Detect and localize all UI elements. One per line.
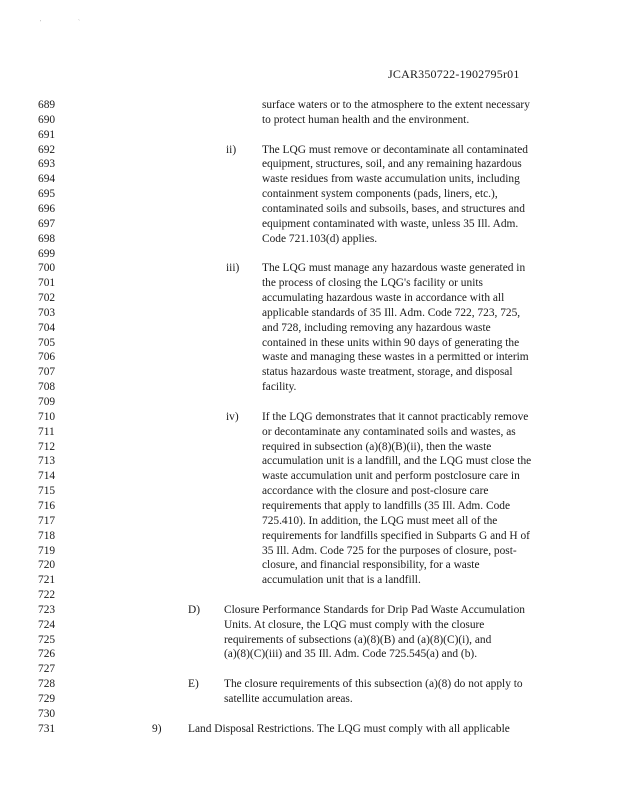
line-text: waste residues from waste accumulation units, including [262,173,520,186]
line-number: 696 [38,202,56,215]
document-line [0,261,618,275]
document-line [0,291,618,305]
document-line [0,217,618,231]
line-text: Units. At closure, the LQG must comply with the closure [224,618,485,631]
document-line [0,276,618,290]
document-line [0,128,618,142]
document-line [0,336,618,350]
document-line [0,365,618,379]
line-text: required in subsection (a)(8)(B)(ii), then the waste [262,440,492,453]
scan-speck: ` [78,20,80,26]
line-number: 699 [38,247,56,260]
line-text: requirements for landfills specified in Subparts G and H of [262,529,530,542]
line-text: requirements that apply to landfills (35 Ill. Adm. Code [262,499,511,512]
list-marker: E) [188,678,199,691]
document-line [0,529,618,543]
line-number: 694 [38,173,56,186]
document-line [0,202,618,216]
line-number: 712 [38,440,56,453]
document-line [0,113,618,127]
line-text: surface waters or to the atmosphere to the extent necessary [262,99,530,111]
line-text: contaminated soils and subsoils, bases, and structures and [262,202,525,215]
document-header-id: JCAR350722-1902795r01 [388,67,520,81]
line-number: 706 [38,351,56,364]
list-marker: 9) [152,722,162,735]
line-number: 731 [38,722,56,735]
line-text: and 728, including removing any hazardous waste [262,321,491,334]
line-number: 714 [38,470,56,483]
line-text: facility. [262,381,297,394]
document-line [0,588,618,602]
line-text: (a)(8)(C)(iii) and 35 Ill. Adm. Code 725.545(a) and (b). [224,648,478,661]
line-text: Code 721.103(d) applies. [262,232,378,245]
line-text: requirements of subsections (a)(8)(B) and (a)(8)(C)(i), and [224,633,492,646]
line-number: 716 [38,499,56,512]
document-line [0,707,618,721]
document-line [0,380,618,394]
document-line [0,618,618,632]
line-number: 720 [38,559,56,572]
document-line [0,306,618,320]
line-text: or decontaminate any contaminated soils and wastes, as [262,425,516,438]
document-line [0,157,618,171]
line-number: 689 [38,99,56,111]
document-line [0,647,618,661]
line-text: accumulating hazardous waste in accordance with all [262,292,505,305]
line-number: 701 [38,277,56,290]
line-number: 697 [38,217,56,230]
document-line [0,677,618,691]
line-number: 717 [38,514,56,527]
document-line [0,454,618,468]
list-marker: D) [188,603,201,616]
line-number: 726 [38,648,56,661]
document-line [0,573,618,587]
document-line [0,187,618,201]
line-number: 713 [38,455,56,468]
line-text: 725.410). In addition, the LQG must meet all of the [262,514,498,527]
line-text: satellite accumulation areas. [224,693,353,705]
line-text: the process of closing the LQG's facility or units [262,277,483,290]
line-number: 721 [38,574,56,587]
line-text: contained in these units within 90 days of generating the [262,336,520,349]
line-number: 730 [38,707,56,720]
document-line [0,143,618,157]
line-text: The LQG must manage any hazardous waste generated in [262,262,526,275]
line-text: closure, and financial responsibility, for a waste [262,559,480,572]
line-number: 715 [38,485,56,498]
line-number: 704 [38,321,56,334]
line-text: The closure requirements of this subsection (a)(8) do not apply to [224,678,523,691]
document-line [0,514,618,528]
line-number: 718 [38,529,56,542]
line-text: equipment, structures, soil, and any remaining hazardous [262,158,522,171]
document-line [0,410,618,424]
document-line [0,350,618,364]
line-number: 719 [38,544,56,557]
line-text: status hazardous waste treatment, storage, and disposal [262,366,513,379]
document-line [0,98,618,112]
document-line [0,247,618,261]
line-text: waste accumulation unit and perform postclosure care in [262,470,520,483]
document-line [0,544,618,558]
line-number: 727 [38,663,56,676]
document-line [0,499,618,513]
line-text: equipment contaminated with waste, unless 35 Ill. Adm. [262,217,519,230]
line-text: If the LQG demonstrates that it cannot practicably remove [262,410,529,423]
line-number: 728 [38,678,56,691]
document-line [0,232,618,246]
line-text: waste and managing these wastes in a permitted or interim [262,351,529,364]
line-number: 702 [38,292,56,305]
line-text: Land Disposal Restrictions. The LQG must comply with all applicable [188,722,510,735]
line-number: 693 [38,158,56,171]
line-number: 710 [38,410,56,423]
line-number: 723 [38,603,56,616]
line-number: 703 [38,306,56,319]
line-number: 695 [38,188,56,201]
line-number: 711 [38,425,55,438]
list-marker: iv) [226,410,239,423]
line-number: 725 [38,633,56,646]
document-line [0,425,618,439]
document-line [0,469,618,483]
document-line [0,692,618,706]
line-text: applicable standards of 35 Ill. Adm. Code 722, 723, 725, [262,306,521,319]
document-line [0,603,618,617]
list-marker: iii) [226,262,240,275]
line-number: 707 [38,366,56,379]
scan-speck: ' [40,20,42,26]
line-text: containment system components (pads, liners, etc.), [262,188,498,201]
line-text: 35 Ill. Adm. Code 725 for the purposes of closure, post- [262,544,517,557]
document-line [0,395,618,409]
line-text: accordance with the closure and post-closure care [262,485,489,498]
document-line [0,633,618,647]
line-number: 729 [38,693,56,705]
document-line [0,722,618,736]
document-line [0,321,618,335]
list-marker: ii) [226,143,237,156]
line-text: Closure Performance Standards for Drip Pad Waste Accumulation [224,603,525,616]
document-line [0,440,618,454]
line-number: 709 [38,396,56,408]
document-line [0,172,618,186]
line-number: 691 [38,128,56,141]
line-text: accumulation unit that is a landfill. [262,574,421,587]
line-text: The LQG must remove or decontaminate all contaminated [262,143,529,156]
document-line [0,662,618,676]
line-number: 690 [38,113,56,126]
document-line [0,484,618,498]
line-text: to protect human health and the environment. [262,113,470,126]
line-number: 700 [38,262,56,275]
document-line [0,558,618,572]
line-number: 698 [38,232,56,245]
line-number: 708 [38,381,56,394]
line-number: 722 [38,589,56,602]
line-number: 705 [38,336,56,349]
line-text: accumulation unit is a landfill, and the LQG must close the [262,455,532,468]
line-number: 692 [38,143,56,156]
line-number: 724 [38,618,56,631]
